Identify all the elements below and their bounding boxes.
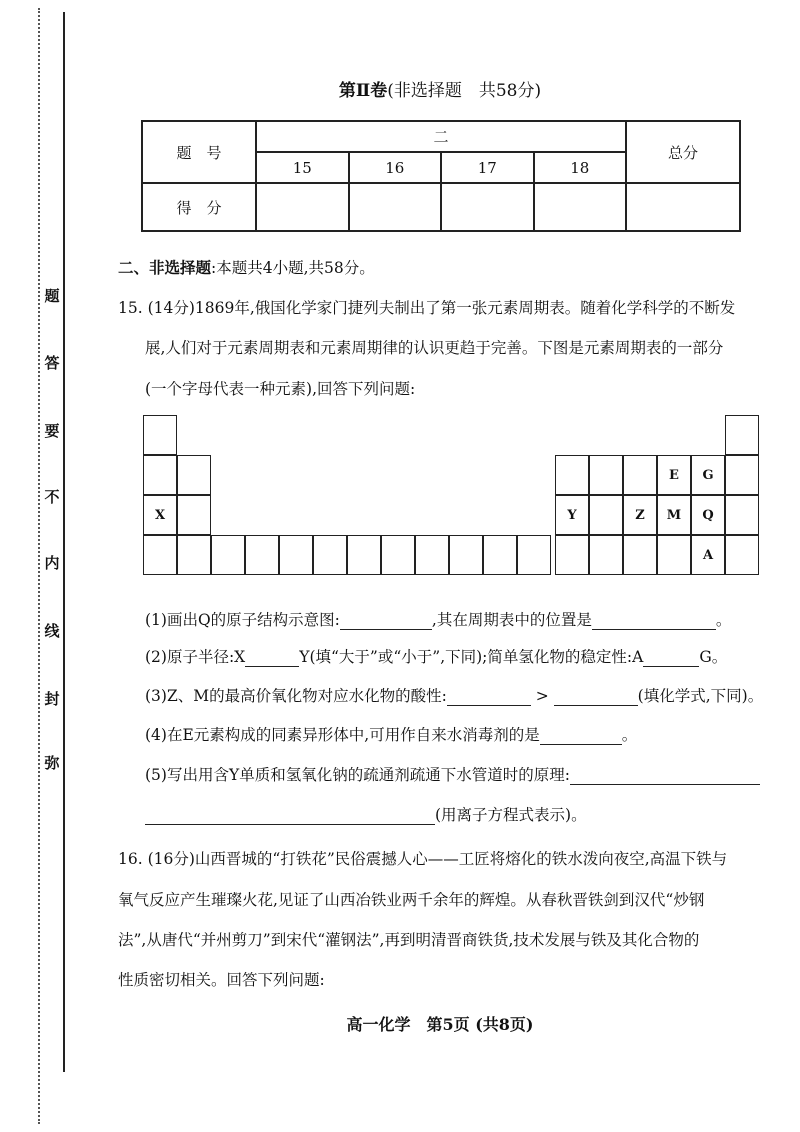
q15-line: 展,人们对于元素周期表和元素周期律的认识更趋于完善。下图是元素周期表的一部分	[145, 339, 724, 357]
pt-cell	[623, 535, 657, 575]
pt-cell	[381, 535, 415, 575]
question-number: 18	[534, 152, 627, 183]
pt-cell	[725, 455, 759, 495]
pt-cell	[211, 535, 245, 575]
pt-cell	[143, 415, 177, 455]
dotted-binding-line	[38, 8, 40, 1124]
sub-question-5-cont: (用离子方程式表示)。	[145, 803, 587, 825]
pt-cell-E: E	[657, 455, 691, 495]
binding-line	[63, 12, 65, 1072]
section-title	[0, 76, 800, 101]
page-footer: 高一化学 第5页 (共8页)	[346, 1015, 534, 1034]
answer-blank[interactable]	[643, 650, 699, 667]
q16-line: 氧气反应产生璀璨火花,见证了山西冶铁业两千余年的辉煌。从春秋晋铁剑到汉代“炒钢	[118, 891, 705, 909]
total-header: 总分	[626, 121, 740, 183]
q15-line: (一个字母代表一种元素),回答下列问题:	[145, 380, 416, 398]
pt-cell	[279, 535, 313, 575]
question-number-header: 题 号	[142, 121, 256, 183]
margin-char: 内	[44, 554, 60, 572]
score-row-header: 得 分	[142, 183, 256, 231]
margin-char: 题	[44, 287, 60, 305]
answer-blank[interactable]	[245, 650, 299, 667]
pt-cell	[177, 455, 211, 495]
section-heading	[118, 256, 375, 278]
margin-char: 要	[44, 422, 60, 440]
pt-cell-X: X	[143, 495, 177, 535]
answer-blank[interactable]	[554, 689, 638, 706]
pt-cell-Q: Q	[691, 495, 725, 535]
section-title-main: 第Ⅱ卷	[338, 81, 388, 101]
pt-cell-Z: Z	[623, 495, 657, 535]
pt-cell	[313, 535, 347, 575]
pt-cell	[725, 415, 759, 455]
score-table	[141, 120, 741, 232]
sub-question-1: (1)画出Q的原子结构示意图: ,其在周期表中的位置是 。	[145, 611, 732, 629]
pt-cell	[657, 535, 691, 575]
margin-char: 封	[44, 690, 60, 708]
part-header: 二	[256, 121, 626, 152]
pt-cell	[143, 455, 177, 495]
pt-cell	[483, 535, 517, 575]
pt-cell	[177, 535, 211, 575]
score-cell[interactable]	[626, 183, 740, 231]
pt-cell	[177, 495, 211, 535]
q16-line: 性质密切相关。回答下列问题:	[118, 971, 325, 989]
question-number: 17	[441, 152, 534, 183]
pt-cell	[623, 455, 657, 495]
sub-question-2: (2)原子半径:X Y(填“大于”或“小于”,下同);简单氢化物的稳定性:A G。	[145, 648, 728, 666]
margin-char: 弥	[44, 754, 60, 772]
pt-cell	[347, 535, 381, 575]
answer-blank[interactable]	[540, 728, 622, 745]
margin-char: 线	[44, 622, 60, 640]
pt-cell-A: A	[691, 535, 725, 575]
answer-blank[interactable]	[447, 689, 531, 706]
periodic-table-fragment	[143, 415, 763, 581]
pt-cell-M: M	[657, 495, 691, 535]
pt-cell	[725, 495, 759, 535]
q16-line: 法”,从唐代“并州剪刀”到宋代“灌钢法”,再到明清晋商铁货,技术发展与铁及其化合物的	[118, 931, 700, 949]
pt-cell	[555, 535, 589, 575]
pt-cell	[517, 535, 551, 575]
section-heading-bold: 二、非选择题	[118, 258, 212, 277]
pt-cell	[589, 535, 623, 575]
pt-cell	[589, 495, 623, 535]
score-cell[interactable]	[441, 183, 534, 231]
pt-cell	[415, 535, 449, 575]
pt-cell-G: G	[691, 455, 725, 495]
margin-char: 不	[44, 488, 60, 506]
question-number: 15	[256, 152, 349, 183]
sub-question-3: (3)Z、M的最高价氧化物对应水化物的酸性: > (填化学式,下同)。	[145, 687, 764, 705]
score-cell[interactable]	[256, 183, 349, 231]
margin-char: 答	[44, 354, 60, 372]
answer-blank[interactable]	[570, 768, 760, 785]
answer-blank[interactable]	[145, 808, 435, 825]
sub-question-4: (4)在E元素构成的同素异形体中,可用作自来水消毒剂的是 。	[145, 726, 638, 744]
q16-line: 16. (16分)山西晋城的“打铁花”民俗震撼人心——工匠将熔化的铁水泼向夜空,高温下铁与	[118, 850, 728, 868]
pt-cell	[449, 535, 483, 575]
sub-question-5: (5)写出用含Y单质和氢氧化钠的疏通剂疏通下水管道时的原理:	[145, 763, 760, 785]
pt-cell-Y: Y	[555, 495, 589, 535]
question-number: 16	[349, 152, 442, 183]
q15-line: 15. (14分)1869年,俄国化学家门捷列夫制出了第一张元素周期表。随着化学科学的不断发	[118, 299, 736, 317]
answer-blank[interactable]	[592, 613, 716, 630]
answer-blank[interactable]	[340, 613, 432, 630]
pt-cell	[725, 535, 759, 575]
pt-cell	[245, 535, 279, 575]
score-cell[interactable]	[349, 183, 442, 231]
section-title-sub: (非选择题 共58分)	[387, 81, 542, 101]
section-heading-rest: :本题共4小题,共58分。	[211, 259, 375, 277]
pt-cell	[589, 455, 623, 495]
pt-cell	[555, 455, 589, 495]
pt-cell	[143, 535, 177, 575]
score-cell[interactable]	[534, 183, 627, 231]
